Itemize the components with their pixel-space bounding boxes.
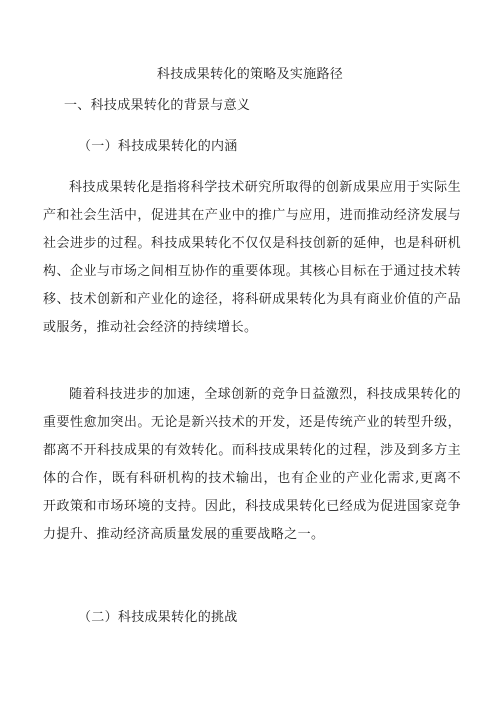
subsection-heading: （一）科技成果转化的内涵 [78,139,238,154]
paragraph: 随着科技进步的加速，全球创新的竞争日益激烈，科技成果转化的重要性愈加突出。无论是新兴技术的开发，还是传统产业的转型升级，都离不开科技成果的有效转化。而科技成果转化的过程，涉及到多方主体的合作，既有科研机构的技术输出，也有企业的产业化需求,更离不开政策和市场环境的支持。因此，科技成果转化已经成为促进国家竞争力提升、推动经济高质量发展的重要战略之一。 [43,387,461,542]
section-heading: 一、科技成果转化的背景与意义 [64,98,251,113]
paragraph: 科技成果转化是指将科学技术研究所取得的创新成果应用于实际生产和社会生活中，促进其在产业中的推广与应用，进而推动经济发展与社会进步的过程。科技成果转化不仅仅是科技创新的延伸，也是科研机构、企业与市场之间相互协作的重要体现。其核心目标在于通过技术转移、技术创新和产业化的途径，将科研成果转化为具有商业价值的产品或服务，推动社会经济的持续增长。 [43,180,461,335]
subsection-heading: （二）科技成果转化的挑战 [78,610,238,625]
document-title: 科技成果转化的策略及实施路径 [156,67,344,82]
